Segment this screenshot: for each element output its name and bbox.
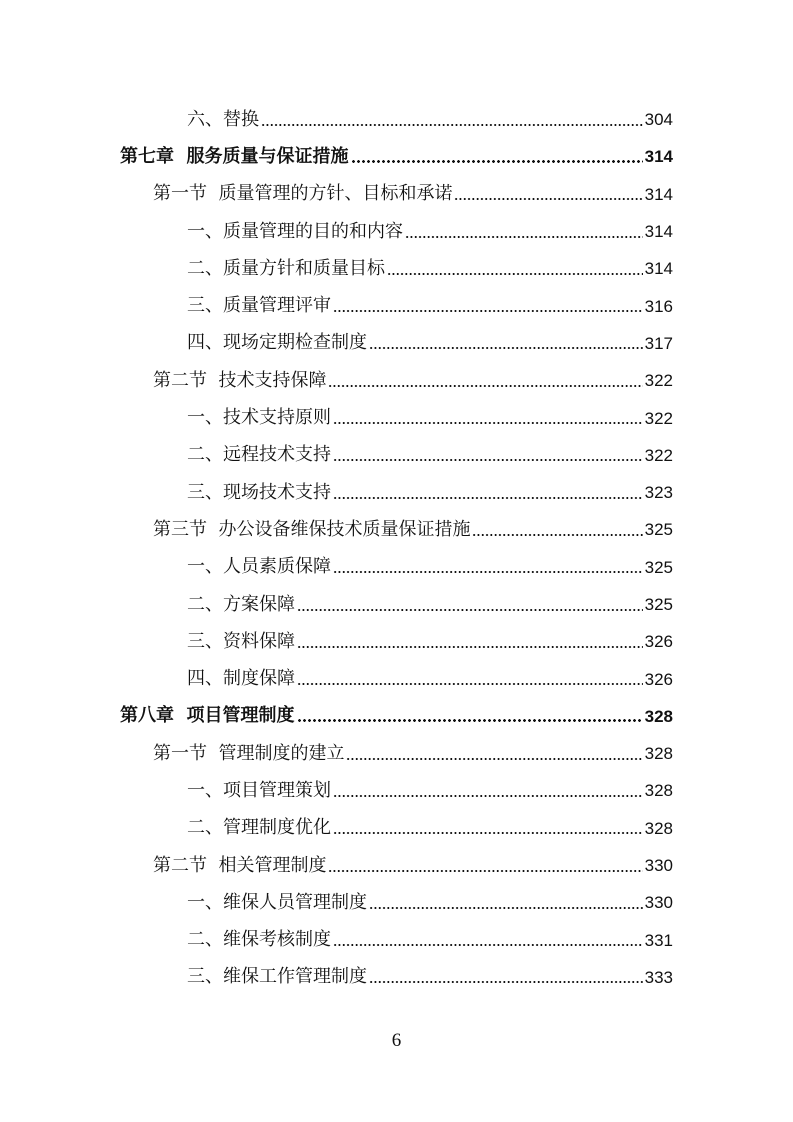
toc-entry-page: 304 [644, 110, 673, 130]
toc-chapter-entry[interactable] [0, 698, 793, 735]
toc-entry-page: 328 [644, 744, 673, 764]
toc-dot-leader [387, 260, 643, 278]
toc-entry-page: 314 [644, 222, 673, 242]
toc-dot-leader [333, 297, 643, 315]
toc-dot-leader [328, 857, 642, 875]
toc-dot-leader [328, 372, 642, 390]
toc-entry-title: 一、项目管理策划 [187, 779, 331, 801]
toc-entry-title: 二、质量方针和质量目标 [187, 257, 385, 279]
toc-entry-title: 二、管理制度优化 [187, 817, 331, 839]
toc-dot-leader [333, 782, 643, 800]
toc-entry[interactable] [0, 399, 793, 436]
toc-entry-page: 325 [644, 520, 673, 540]
toc-dot-leader [472, 521, 642, 539]
toc-entry-page: 322 [644, 445, 673, 465]
toc-entry-page: 325 [644, 595, 673, 614]
toc-entry-page: 314 [644, 184, 673, 204]
toc-chapter-entry[interactable] [0, 138, 793, 175]
toc-dot-leader [351, 148, 643, 166]
toc-entry-title: 第一节 管理制度的建立 [153, 742, 345, 764]
toc-entry-title: 一、质量管理的目的和内容 [187, 220, 403, 242]
toc-entry-page: 331 [644, 930, 673, 950]
toc-entry-title: 一、技术支持原则 [187, 407, 331, 429]
toc-entry[interactable] [0, 474, 793, 511]
toc-dot-leader [454, 185, 642, 203]
toc-entry-title: 四、制度保障 [187, 668, 295, 690]
toc-entry-title: 六、替换 [187, 108, 259, 130]
toc-entry[interactable] [0, 660, 793, 697]
toc-entry-title: 第一节 质量管理的方针、目标和承诺 [153, 183, 453, 205]
toc-entry-page: 314 [644, 147, 673, 167]
toc-entry[interactable] [0, 623, 793, 660]
toc-entry-page: 316 [644, 296, 673, 316]
toc-entry-page: 328 [644, 818, 673, 838]
toc-entry[interactable] [0, 884, 793, 921]
toc-dot-leader [333, 931, 643, 949]
toc-dot-leader [297, 633, 643, 651]
toc-entry-title: 二、方案保障 [187, 593, 295, 615]
toc-entry-page: 328 [644, 781, 673, 801]
toc-entry[interactable] [0, 325, 793, 362]
toc-dot-leader [333, 446, 643, 464]
toc-dot-leader [297, 707, 643, 725]
page-number: 6 [391, 1030, 402, 1051]
toc-entry-page: 328 [644, 706, 673, 726]
toc-entry[interactable] [0, 213, 793, 250]
toc-section-entry[interactable] [0, 735, 793, 772]
toc-entry[interactable] [0, 437, 793, 474]
toc-dot-leader [369, 334, 643, 352]
toc-entry-title: 第八章 项目管理制度 [120, 705, 295, 727]
toc-entry-title: 一、维保人员管理制度 [187, 891, 367, 913]
toc-entry-title: 三、质量管理评审 [187, 295, 331, 317]
toc-entry[interactable] [0, 810, 793, 847]
toc-dot-leader [369, 968, 643, 986]
toc-entry-page: 326 [644, 669, 673, 689]
toc-dot-leader [346, 745, 642, 763]
toc-dot-leader [333, 558, 643, 576]
toc-section-entry[interactable] [0, 362, 793, 399]
toc-entry-title: 二、维保考核制度 [187, 929, 331, 951]
toc-entry[interactable] [0, 549, 793, 586]
toc-entry[interactable] [0, 250, 793, 287]
toc-entry-page: 333 [644, 967, 673, 987]
toc-entry[interactable] [0, 772, 793, 809]
toc-entry-page: 314 [644, 259, 673, 279]
toc-section-entry[interactable] [0, 847, 793, 884]
toc-entry[interactable] [0, 586, 793, 623]
toc-entry-page: 322 [644, 371, 673, 391]
toc-entry-page: 330 [644, 856, 673, 876]
toc-entry-page: 317 [644, 333, 673, 353]
toc-dot-leader [369, 894, 643, 912]
toc-entry-title: 三、现场技术支持 [187, 481, 331, 503]
toc-dot-leader [333, 484, 643, 502]
toc-dot-leader [261, 111, 643, 129]
toc-entry-title: 三、维保工作管理制度 [187, 966, 367, 988]
toc-entry[interactable] [0, 287, 793, 324]
toc-entry-title: 四、现场定期检查制度 [187, 332, 367, 354]
toc-entry-title: 第七章 服务质量与保证措施 [120, 145, 349, 167]
toc-entry-title: 第三节 办公设备维保技术质量保证措施 [153, 518, 471, 540]
toc-entry[interactable] [0, 922, 793, 959]
toc-entry[interactable] [0, 959, 793, 996]
toc-entry-title: 第二节 技术支持保障 [153, 369, 327, 391]
toc-entry-page: 322 [644, 408, 673, 428]
toc-section-entry[interactable] [0, 511, 793, 548]
toc-entry-title: 一、人员素质保障 [187, 556, 331, 578]
toc-section-entry[interactable] [0, 176, 793, 213]
toc-entry-title: 二、远程技术支持 [187, 444, 331, 466]
toc-dot-leader [297, 670, 643, 688]
toc-dot-leader [297, 596, 643, 614]
toc-entry-page: 323 [644, 483, 673, 503]
toc-entry-page: 330 [644, 893, 673, 913]
toc-entry-page: 326 [644, 632, 673, 652]
toc-entry[interactable] [0, 101, 793, 138]
toc-entry-title: 第二节 相关管理制度 [153, 854, 327, 876]
toc-dot-leader [405, 223, 643, 241]
toc-dot-leader [333, 819, 643, 837]
toc-entry-title: 三、资料保障 [187, 630, 295, 652]
toc-dot-leader [333, 409, 643, 427]
toc-entry-page: 325 [644, 557, 673, 577]
table-of-contents [0, 101, 793, 996]
